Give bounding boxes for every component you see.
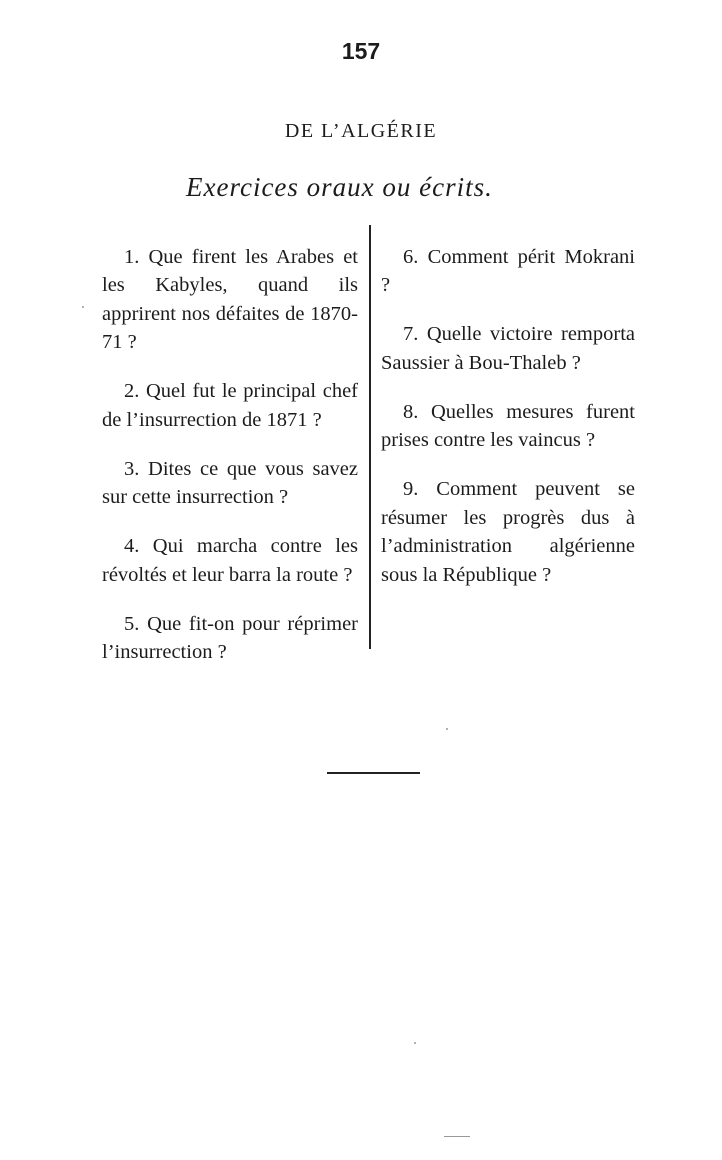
page-number: 157 (341, 38, 381, 64)
question-5: 5. Que fit-on pour réprimer l’insurrection ? (102, 612, 358, 663)
end-rule (327, 772, 420, 774)
question-1: 1. Que firent les Arabes et les Kabyles, quand ils apprirent nos défaites de 1870-71 ? (102, 245, 358, 353)
question-8: 8. Quelles mesures furent prises contre les vaincus ? (381, 400, 635, 451)
questions-right-column (381, 222, 635, 595)
questions-left-column (102, 222, 358, 671)
column-divider (369, 225, 371, 649)
question-3: 3. Dites ce que vous savez sur cette insurrection ? (102, 457, 358, 508)
section-title: Exercices oraux ou écrits. (186, 172, 493, 202)
question-2: 2. Quel fut le principal chef de l’insurrection de 1871 ? (102, 380, 358, 431)
question-7: 7. Quelle victoire remporta Saussier à Bou-Thaleb ? (381, 323, 635, 374)
paper-speck (444, 1136, 470, 1137)
paper-speck (414, 1042, 416, 1044)
question-4: 4. Qui marcha contre les révoltés et leur barra la route ? (102, 535, 358, 586)
paper-speck (446, 728, 448, 730)
question-6: 6. Comment périt Mokrani ? (381, 245, 635, 296)
paper-speck (82, 306, 84, 308)
question-9: 9. Comment peuvent se résumer les progrès dus à l’administration algérienne sous la République ? (381, 478, 635, 586)
running-head: DE L’ALGÉRIE (284, 120, 438, 142)
